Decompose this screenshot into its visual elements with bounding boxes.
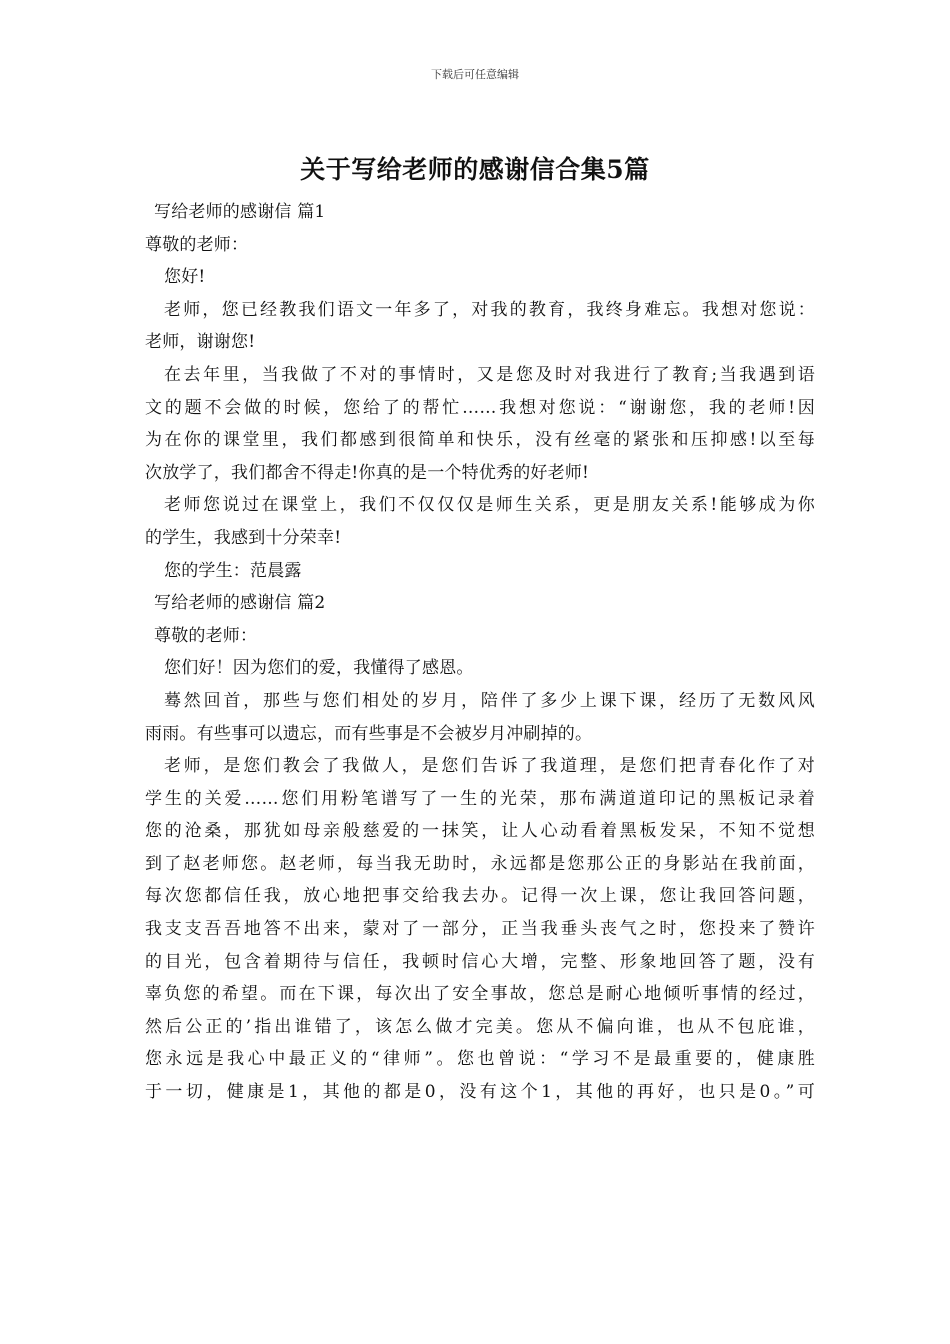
text-line: 您永远是我心中最正义的“律师”。您也曾说：“学习不是最重要的，健康胜 <box>145 1049 815 1070</box>
text-line: 我支支吾吾地答不出来，蒙对了一部分，正当我垂头丧气之时，您投来了赞许 <box>145 919 815 940</box>
text-line: 于一切，健康是1，其他的都是0，没有这个1，其他的再好，也只是0。”可 <box>145 1082 815 1103</box>
text-line: 每次您都信任我，放心地把事交给我去办。记得一次上课，您让我回答问题， <box>145 886 815 907</box>
text-line: 然后公正的’指出谁错了，该怎么做才完美。您从不偏向谁，也从不包庇谁， <box>145 1016 815 1037</box>
text-line: 的学生，我感到十分荣幸! <box>145 527 342 548</box>
text-line: 次放学了，我们都舍不得走!你真的是一个特优秀的好老师! <box>145 462 590 483</box>
text-line: 在去年里，当我做了不对的事情时，又是您及时对我进行了教育;当我遇到语 <box>164 364 815 385</box>
text-line: 老师，谢谢您! <box>145 332 256 353</box>
text-line: 为在你的课堂里，我们都感到很简单和快乐，没有丝毫的紧张和压抑感!以至每 <box>145 430 815 451</box>
text-line: 老师，是您们教会了我做人，是您们告诉了我道理，是您们把青春化作了对 <box>164 756 815 777</box>
text-line: 学生的关爱……您们用粉笔谱写了一生的光荣，那布满道道印记的黑板记录着 <box>145 788 815 809</box>
text-line: 您好! <box>164 267 206 288</box>
text-line: 老师，您已经教我们语文一年多了，对我的教育，我终身难忘。我想对您说： <box>164 299 815 320</box>
text-line: 雨雨。有些事可以遗忘，而有些事是不会被岁月冲刷掉的。 <box>145 723 593 744</box>
text-line: 的目光，包含着期待与信任，我顿时信心大增，完整、形象地回答了题，没有 <box>145 951 815 972</box>
text-line: 写给老师的感谢信 篇1 <box>154 202 326 222</box>
text-line: 辜负您的希望。而在下课，每次出了安全事故，您总是耐心地倾听事情的经过， <box>145 984 815 1005</box>
page-header-note: 下载后可任意编辑 <box>431 68 519 81</box>
text-line: 老师您说过在课堂上，我们不仅仅仅是师生关系，更是朋友关系!能够成为你 <box>164 495 815 516</box>
text-line: 尊敬的老师： <box>145 234 249 255</box>
text-line: 您的学生：范晨露 <box>164 560 302 581</box>
text-line: 您们好！因为您们的爱，我懂得了感恩。 <box>164 658 474 679</box>
document-body <box>145 196 815 1109</box>
text-line: 尊敬的老师： <box>154 625 258 646</box>
text-line: 蓦然回首，那些与您们相处的岁月，陪伴了多少上课下课，经历了无数风风 <box>164 690 815 711</box>
document-title: 关于写给老师的感谢信合集5篇 <box>300 155 650 184</box>
text-line: 到了赵老师您。赵老师，每当我无助时，永远都是您那公正的身影站在我前面， <box>145 853 815 874</box>
text-line: 文的题不会做的时候，您给了的帮忙……我想对您说：“谢谢您，我的老师!因 <box>145 397 815 418</box>
text-line: 您的沧桑，那犹如母亲般慈爱的一抹笑，让人心动看着黑板发呆，不知不觉想 <box>145 821 815 842</box>
text-line: 写给老师的感谢信 篇2 <box>154 593 326 614</box>
